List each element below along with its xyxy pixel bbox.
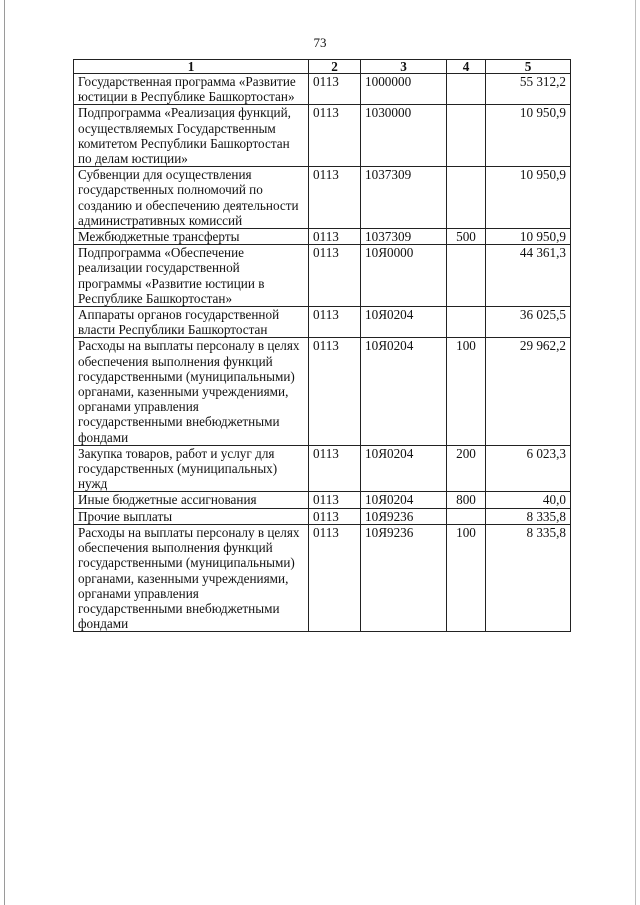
row-kind-cell: [447, 167, 486, 229]
row-section-cell: 0113: [309, 245, 361, 307]
row-section-cell: 0113: [309, 229, 361, 245]
row-section-cell: 0113: [309, 524, 361, 631]
row-name-cell: Аппараты органов государственной власти Республики Башкортостан: [74, 307, 309, 338]
row-section-cell: 0113: [309, 74, 361, 105]
budget-table: [73, 59, 571, 632]
row-sum-cell: 10 950,9: [486, 105, 571, 167]
row-article-cell: 10Я0000: [361, 245, 447, 307]
table-row: [74, 492, 571, 508]
row-sum-cell: 6 023,3: [486, 445, 571, 492]
table-row: [74, 245, 571, 307]
header-col-3: 3: [361, 60, 447, 74]
row-kind-cell: 800: [447, 492, 486, 508]
row-name-cell: Подпрограмма «Реализация функций, осуществляемых Государственным комитетом Республики Башкортостан по делам юстиции»: [74, 105, 309, 167]
row-sum-cell: 8 335,8: [486, 508, 571, 524]
row-article-cell: 1000000: [361, 74, 447, 105]
row-sum-cell: 29 962,2: [486, 338, 571, 445]
page-number: 73: [313, 35, 327, 50]
row-name-cell: Межбюджетные трансферты: [74, 229, 309, 245]
row-article-cell: 1037309: [361, 229, 447, 245]
table-body: [74, 74, 571, 632]
row-kind-cell: 500: [447, 229, 486, 245]
table-row: [74, 445, 571, 492]
row-name-cell: Подпрограмма «Обеспечение реализации государственной программы «Развитие юстиции в Республике Башкортостан»: [74, 245, 309, 307]
row-kind-cell: 200: [447, 445, 486, 492]
row-kind-cell: [447, 74, 486, 105]
row-kind-cell: [447, 307, 486, 338]
scan-edge-right: [635, 0, 636, 905]
row-kind-cell: 100: [447, 524, 486, 631]
row-sum-cell: 8 335,8: [486, 524, 571, 631]
row-section-cell: 0113: [309, 492, 361, 508]
table-row: [74, 105, 571, 167]
row-section-cell: 0113: [309, 338, 361, 445]
row-name-cell: Субвенции для осуществления государственных полномочий по созданию и обеспечению деятельности административных комиссий: [74, 167, 309, 229]
row-sum-cell: 44 361,3: [486, 245, 571, 307]
table-row: [74, 307, 571, 338]
row-kind-cell: [447, 245, 486, 307]
row-name-cell: Расходы на выплаты персоналу в целях обеспечения выполнения функций государственными (муниципальными) органами, казенными учреждениями, органами управления государственными внебюджетными фондами: [74, 524, 309, 631]
row-article-cell: 10Я0204: [361, 445, 447, 492]
row-sum-cell: 55 312,2: [486, 74, 571, 105]
row-name-cell: Расходы на выплаты персоналу в целях обеспечения выполнения функций государственными (муниципальными) органами, казенными учреждениями, органами управления государственными внебюджетными фондами: [74, 338, 309, 445]
row-sum-cell: 36 025,5: [486, 307, 571, 338]
header-col-2: 2: [309, 60, 361, 74]
table-row: [74, 338, 571, 445]
table-row: [74, 229, 571, 245]
row-article-cell: 10Я9236: [361, 524, 447, 631]
row-section-cell: 0113: [309, 445, 361, 492]
row-name-cell: Государственная программа «Развитие юстиции в Республике Башкортостан»: [74, 74, 309, 105]
row-article-cell: 10Я0204: [361, 338, 447, 445]
row-article-cell: 10Я0204: [361, 492, 447, 508]
header-col-4: 4: [447, 60, 486, 74]
row-section-cell: 0113: [309, 167, 361, 229]
table-row: [74, 74, 571, 105]
row-section-cell: 0113: [309, 307, 361, 338]
header-col-5: 5: [486, 60, 571, 74]
header-col-1: 1: [74, 60, 309, 74]
row-sum-cell: 10 950,9: [486, 229, 571, 245]
row-section-cell: 0113: [309, 105, 361, 167]
row-sum-cell: 40,0: [486, 492, 571, 508]
row-article-cell: 1037309: [361, 167, 447, 229]
row-article-cell: 10Я0204: [361, 307, 447, 338]
row-article-cell: 10Я9236: [361, 508, 447, 524]
scan-edge-left: [4, 0, 5, 905]
table-header-row: [74, 60, 571, 74]
row-kind-cell: [447, 105, 486, 167]
row-sum-cell: 10 950,9: [486, 167, 571, 229]
row-section-cell: 0113: [309, 508, 361, 524]
row-kind-cell: 100: [447, 338, 486, 445]
table-row: [74, 167, 571, 229]
row-name-cell: Прочие выплаты: [74, 508, 309, 524]
row-name-cell: Иные бюджетные ассигнования: [74, 492, 309, 508]
row-name-cell: Закупка товаров, работ и услуг для государственных (муниципальных) нужд: [74, 445, 309, 492]
row-article-cell: 1030000: [361, 105, 447, 167]
row-kind-cell: [447, 508, 486, 524]
table-row: [74, 508, 571, 524]
table-row: [74, 524, 571, 631]
